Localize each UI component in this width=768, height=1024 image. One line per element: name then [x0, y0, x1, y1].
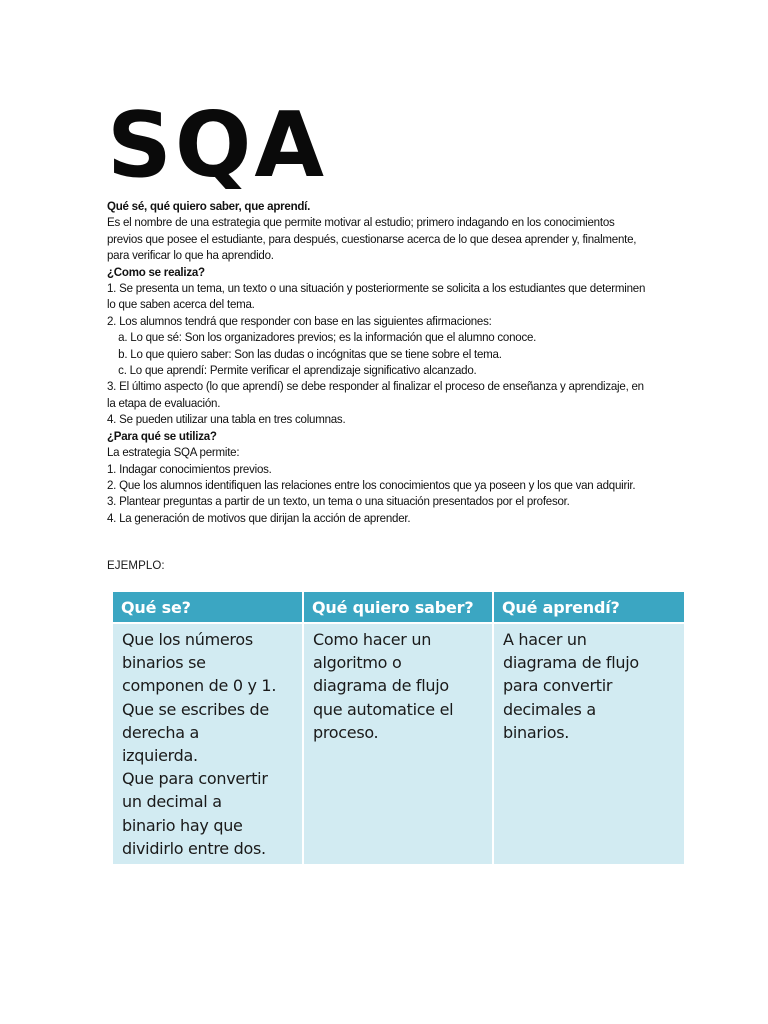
cell-que-quiero-saber [303, 623, 493, 864]
body-line: lo que saben acerca del tema. [107, 297, 255, 312]
body-line: 2. Los alumnos tendrá que responder con base en las siguientes afirmaciones: [107, 313, 492, 328]
cell-line: derecha a [122, 722, 200, 742]
sqa-table [113, 592, 684, 864]
cell-line: diagrama de flujo [313, 676, 449, 696]
cell-line: Que los números [122, 630, 253, 649]
header-que-quiero-saber: Qué quiero saber? [303, 592, 493, 623]
body-line: 3. El último aspecto (lo que aprendí) se debe responder al finalizar el proceso de enseñanza y aprendizaje, en [107, 379, 644, 394]
body-line: a. Lo que sé: Son los organizadores previos; es la información que el alumno conoce. [118, 330, 537, 345]
cell-line: que automatice el [313, 699, 454, 719]
cell-line: para convertir [503, 676, 613, 696]
body-line: La estrategia SQA permite: [107, 445, 240, 460]
cell-que-aprendi [493, 623, 684, 864]
cell-line: binario hay que [122, 815, 243, 835]
cell-line: proceso. [313, 722, 379, 742]
body-line: 1. Indagar conocimientos previos. [107, 461, 272, 476]
cell-line: izquierda. [122, 746, 198, 766]
cell-line: componen de 0 y 1. [122, 676, 277, 696]
body-line: la etapa de evaluación. [107, 395, 221, 410]
body-line: 3. Plantear preguntas a partir de un texto, un tema o una situación presentados por el profesor. [107, 494, 570, 509]
header-que-se: Qué se? [113, 592, 303, 623]
body-line: Es el nombre de una estrategia que permite motivar al estudio; primero indagando en los conocimientos [107, 215, 615, 230]
cell-line: Que para convertir [122, 769, 268, 789]
cell-line: un decimal a [122, 792, 222, 812]
cell-line: binarios. [503, 722, 570, 742]
cell-line: algoritmo o [313, 653, 402, 673]
body-line: Qué sé, qué quiero saber, que aprendí. [107, 199, 311, 213]
body-line: c. Lo que aprendí: Permite verificar el aprendizaje significativo alcanzado. [118, 363, 477, 378]
cell-que-se [113, 623, 303, 864]
body-line: 4. La generación de motivos que dirijan la acción de aprender. [107, 510, 411, 525]
body-line: 4. Se pueden utilizar una tabla en tres columnas. [107, 412, 346, 427]
cell-line: Como hacer un [313, 630, 432, 649]
body-line: ¿Como se realiza? [107, 264, 205, 279]
body-line: b. Lo que quiero saber: Son las dudas o incógnitas que se tiene sobre el tema. [118, 346, 502, 361]
header-que-aprendi: Qué aprendí? [493, 592, 684, 623]
body-line: ¿Para qué se utiliza? [107, 428, 217, 443]
table-row [113, 623, 684, 864]
document-body [107, 198, 667, 526]
table-header-row [113, 592, 684, 623]
cell-line: binarios se [122, 653, 206, 673]
body-line: 1. Se presenta un tema, un texto o una situación y posteriormente se solicita a los estudiantes que determinen [107, 281, 646, 296]
cell-line: diagrama de flujo [503, 653, 639, 673]
cell-line: dividirlo entre dos. [122, 838, 266, 858]
example-label: EJEMPLO: [107, 560, 165, 572]
body-line: para verificar lo que ha aprendido. [107, 248, 274, 263]
cell-line: A hacer un [503, 630, 587, 649]
body-line: previos que posee el estudiante, para después, cuestionarse acerca de lo que desea aprender y, finalmente, [107, 231, 637, 246]
cell-line: Que se escribes de [122, 699, 269, 719]
body-line: 2. Que los alumnos identifiquen las relaciones entre los conocimientos que ya poseen y los que van adquirir. [107, 477, 636, 492]
document-title: SQA [107, 93, 327, 198]
cell-line: decimales a [503, 699, 596, 719]
